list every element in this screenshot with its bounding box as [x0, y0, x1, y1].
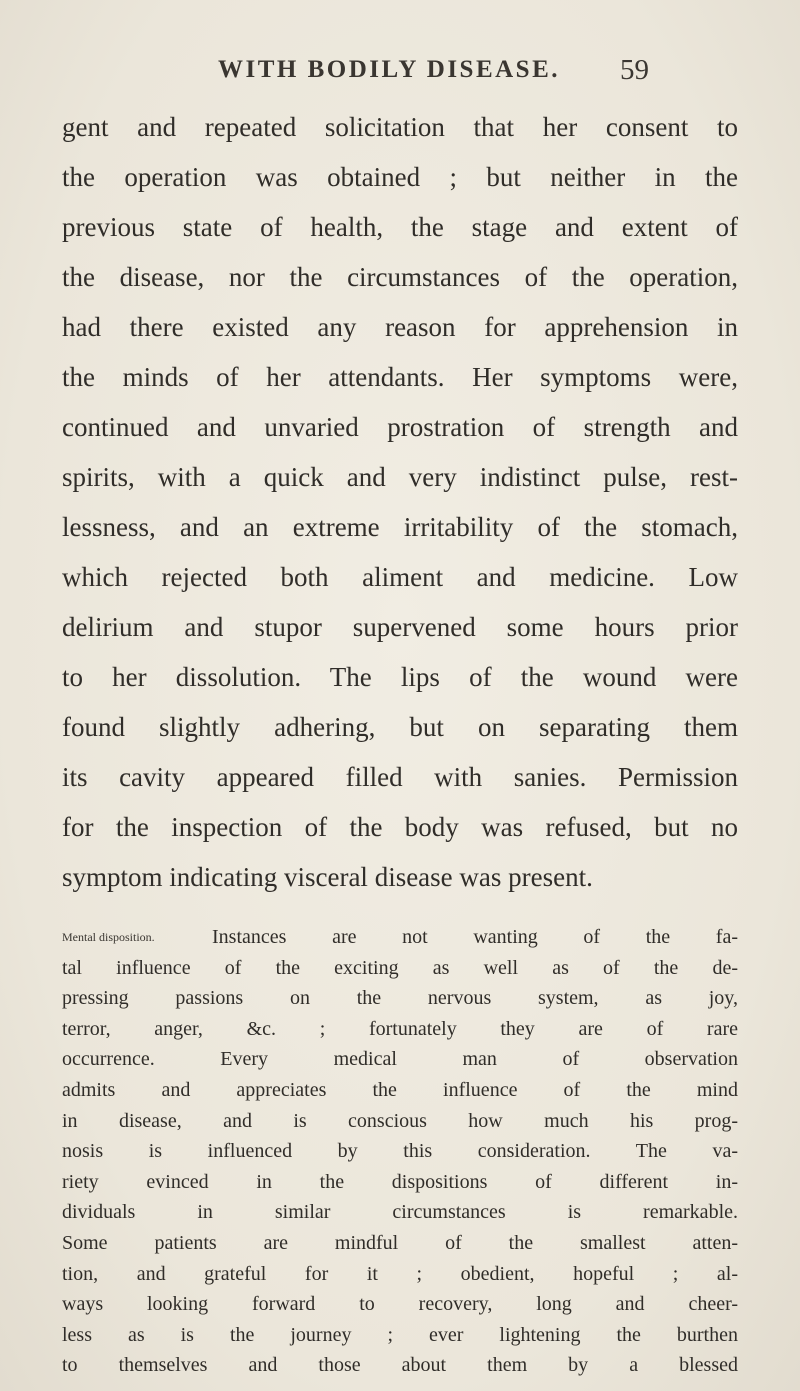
text-line: Instances are not wanting of the fa- [212, 926, 738, 948]
running-title: WITH BODILY DISEASE. [218, 56, 561, 83]
text-line: the disease, nor the circumstances of the operation, [62, 262, 738, 292]
text-line: occurrence. Every medical man of observation [62, 1048, 738, 1071]
text-line: dividuals in similar circumstances is remarkable. [62, 1201, 738, 1224]
text-line: delirium and stupor supervened some hours prior [62, 612, 738, 642]
text-line: riety evinced in the dispositions of different in- [62, 1170, 738, 1193]
text-line: spirits, with a quick and very indistinct pulse, rest- [62, 462, 738, 492]
text-line: symptom indicating visceral disease was present. [62, 862, 593, 892]
text-line: lessness, and an extreme irritability of the stomach, [62, 512, 738, 542]
text-line: pressing passions on the nervous system, as joy, [62, 987, 738, 1010]
marginal-note: Mental disposition. [62, 930, 155, 944]
text-line: tal influence of the exciting as well as of the de- [62, 956, 738, 979]
page-number: 59 [620, 54, 649, 86]
text-line: its cavity appeared filled with sanies. Permission [62, 762, 738, 792]
text-line: in disease, and is conscious how much his prog- [62, 1109, 738, 1132]
text-line: Some patients are mindful of the smallest atten- [62, 1232, 738, 1254]
text-line: terror, anger, &c. ; fortunately they are of rare [62, 1017, 738, 1040]
text-line: the minds of her attendants. Her symptoms were, [62, 362, 738, 392]
text-line: to her dissolution. The lips of the wound were [62, 662, 738, 692]
text-line: to themselves and those about them by a blessed [62, 1354, 738, 1377]
text-line: previous state of health, the stage and extent of [62, 212, 738, 242]
text-line: tion, and grateful for it ; obedient, hopeful ; al- [62, 1262, 738, 1285]
text-line: ways looking forward to recovery, long and cheer- [62, 1293, 738, 1316]
text-line: found slightly adhering, but on separating them [62, 712, 738, 742]
text-line: had there existed any reason for apprehension in [62, 312, 738, 342]
text-line: less as is the journey ; ever lightening the burthen [62, 1323, 738, 1346]
text-line: nosis is influenced by this consideration. The va- [62, 1140, 738, 1163]
text-line: the operation was obtained ; but neither in the [62, 162, 738, 192]
text-line: admits and appreciates the influence of the mind [62, 1079, 738, 1101]
text-line: gent and repeated solicitation that her consent to [62, 112, 738, 142]
text-line: continued and unvaried prostration of strength and [62, 412, 738, 442]
running-head [0, 50, 800, 90]
text-line: for the inspection of the body was refused, but no [62, 812, 738, 842]
text-line: which rejected both aliment and medicine. Low [62, 562, 738, 592]
